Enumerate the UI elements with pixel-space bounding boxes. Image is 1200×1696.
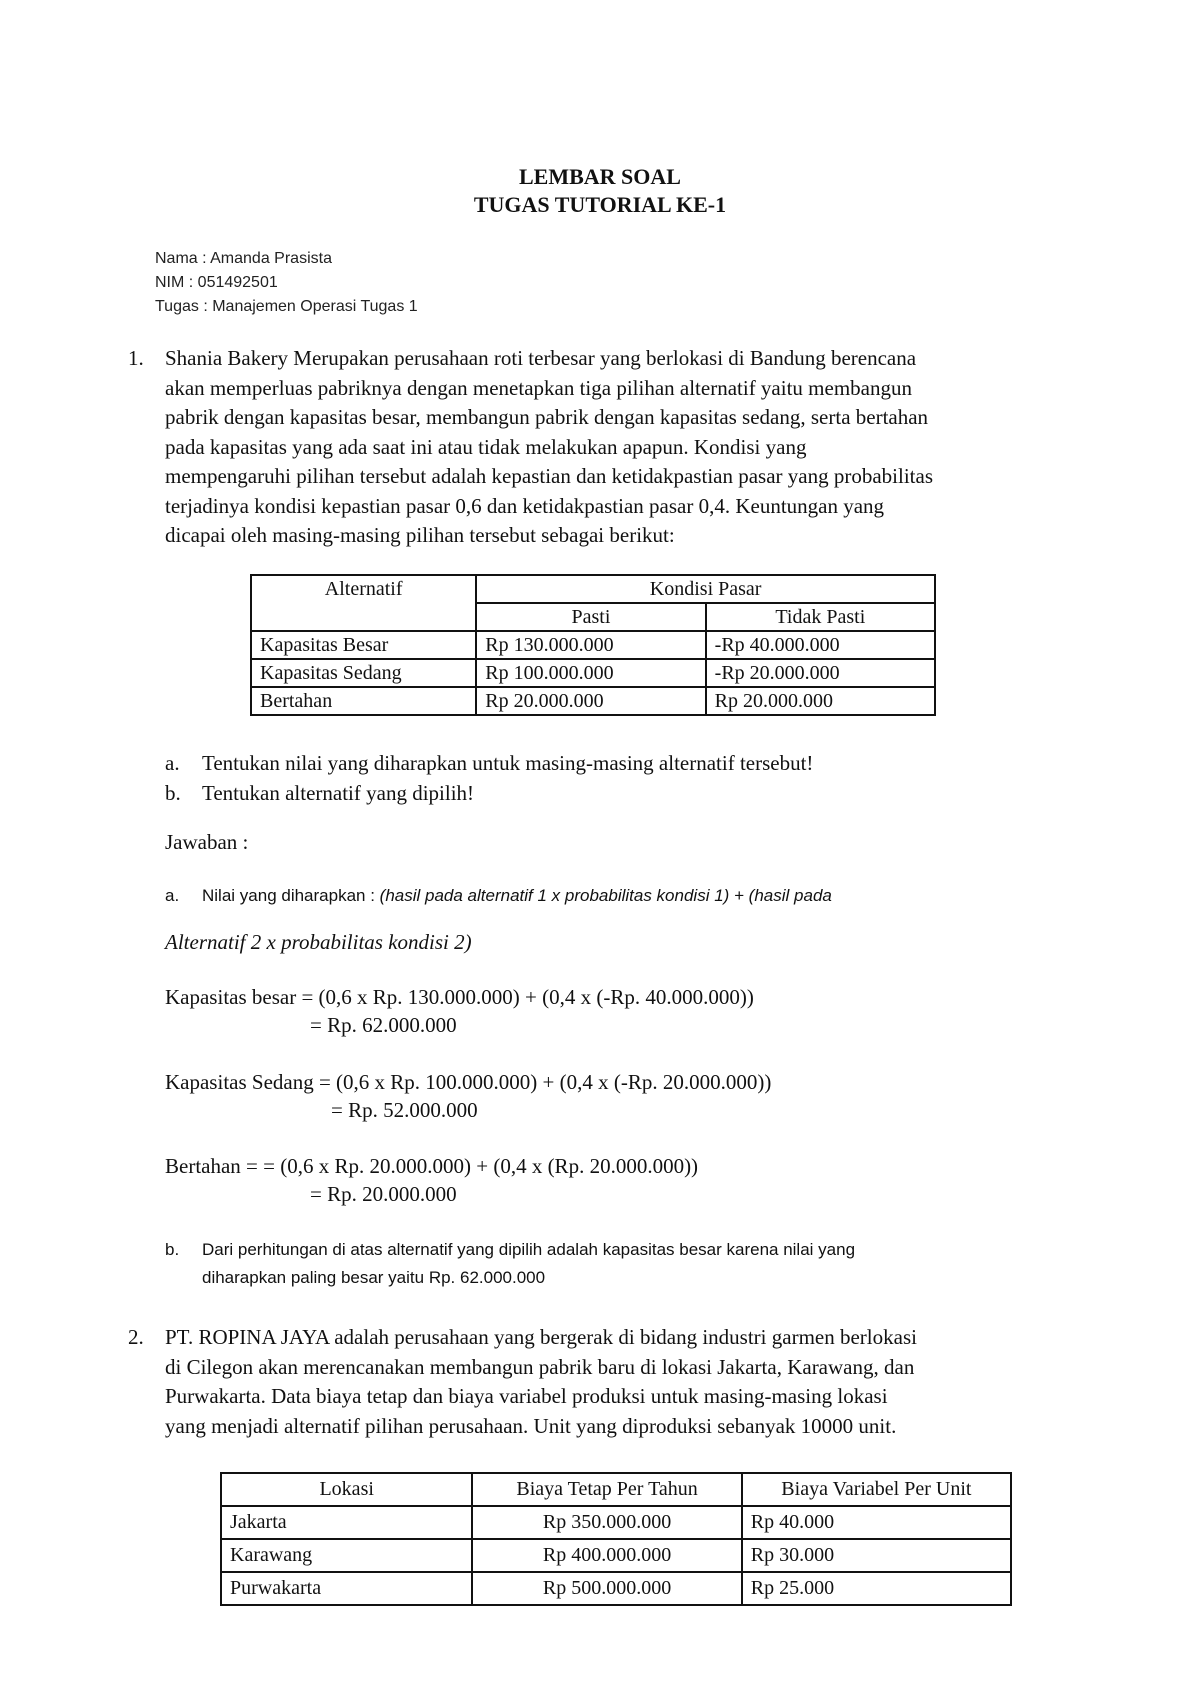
table-cell: Rp 350.000.000 (472, 1506, 741, 1539)
page-subtitle: TUGAS TUTORIAL KE-1 (473, 192, 727, 217)
header-kondisi-pasar: Kondisi Pasar (476, 575, 935, 603)
table-cell: Rp 100.000.000 (476, 659, 705, 687)
header-biaya-variabel: Biaya Variabel Per Unit (742, 1473, 1011, 1506)
table-cell: Rp 20.000.000 (476, 687, 705, 715)
q1-line: pabrik dengan kapasitas besar, membangun pabrik dengan kapasitas sedang, serta bertahan (165, 405, 929, 429)
answer-a-text: Nilai yang diharapkan : (202, 886, 380, 905)
question-1-text (165, 344, 1056, 551)
page-title: LEMBAR SOAL (519, 164, 681, 189)
calc-kapasitas-sedang: Kapasitas Sedang = (0,6 x Rp. 100.000.000) + (0,4 x (-Rp. 20.000.000)) (165, 1070, 772, 1094)
market-condition-table (250, 574, 936, 716)
student-nim: NIM : 051492501 (155, 274, 278, 291)
table-cell: Kapasitas Besar (251, 631, 476, 659)
question-a-text: Tentukan nilai yang diharapkan untuk masing-masing alternatif tersebut! (202, 751, 814, 775)
table-row (251, 687, 935, 715)
header-pasti: Pasti (476, 603, 705, 631)
table-row (221, 1506, 1011, 1539)
question-2-text (165, 1323, 1056, 1441)
table-cell: Rp 25.000 (742, 1572, 1011, 1605)
answer-a-line (202, 886, 832, 906)
table-header-row (221, 1473, 1011, 1506)
table-cell: Bertahan (251, 687, 476, 715)
question-b-text: Tentukan alternatif yang dipilih! (202, 781, 475, 805)
table-row (251, 631, 935, 659)
q1-line: akan memperluas pabriknya dengan menetapkan tiga pilihan alternatif yaitu membangun (165, 375, 912, 400)
header-lokasi: Lokasi (221, 1473, 472, 1506)
table-cell: -Rp 40.000.000 (706, 631, 935, 659)
table-row (221, 1572, 1011, 1605)
calc-kapasitas-besar: Kapasitas besar = (0,6 x Rp. 130.000.000) + (0,4 x (-Rp. 40.000.000)) (165, 985, 754, 1009)
q1-line: terjadinya kondisi kepastian pasar 0,6 dan ketidakpastian pasar 0,4. Keuntungan yang (165, 493, 885, 518)
table-row (221, 1539, 1011, 1572)
header-alternatif: Alternatif (251, 575, 476, 631)
q1-line: Shania Bakery Merupakan perusahaan roti terbesar yang berlokasi di Bandung berencana (165, 346, 917, 370)
answer-heading: Jawaban : (165, 830, 249, 854)
header-tidak-pasti: Tidak Pasti (706, 603, 935, 631)
question-1-number: 1. (128, 346, 144, 370)
table-cell: Purwakarta (221, 1572, 472, 1605)
calc-kapasitas-besar-result: = Rp. 62.000.000 (310, 1013, 457, 1037)
answer-a-formula: (hasil pada alternatif 1 x probabilitas kondisi 1) + (hasil pada (379, 886, 832, 905)
table-row (251, 659, 935, 687)
q1-line: dicapai oleh masing-masing pilihan tersebut sebagai berikut: (165, 523, 675, 547)
question-a-label: a. (165, 751, 180, 775)
table-cell: Rp 130.000.000 (476, 631, 705, 659)
q2-line: Purwakarta. Data biaya tetap dan biaya variabel produksi untuk masing-masing lokasi (165, 1384, 888, 1408)
table-cell: Rp 500.000.000 (472, 1572, 741, 1605)
table-header-row (251, 575, 935, 603)
answer-b-line1: Dari perhitungan di atas alternatif yang dipilih adalah kapasitas besar karena nilai yang (202, 1240, 856, 1259)
table-cell: Jakarta (221, 1506, 472, 1539)
table-cell: Rp 40.000 (742, 1506, 1011, 1539)
answer-a-formula-cont: Alternatif 2 x probabilitas kondisi 2) (165, 930, 472, 954)
q1-line: pada kapasitas yang ada saat ini atau tidak melakukan apapun. Kondisi yang (165, 434, 807, 459)
table-cell: Rp 20.000.000 (706, 687, 935, 715)
student-name: Nama : Amanda Prasista (155, 250, 332, 267)
q2-line: PT. ROPINA JAYA adalah perusahaan yang bergerak di bidang industri garmen berlokasi (165, 1325, 917, 1349)
answer-a-label: a. (165, 886, 180, 905)
answer-b-label: b. (165, 1240, 180, 1259)
student-task: Tugas : Manajemen Operasi Tugas 1 (155, 298, 418, 315)
q2-line: yang menjadi alternatif pilihan perusahaan. Unit yang diproduksi sebanyak 10000 unit. (165, 1413, 897, 1438)
table-cell: Kapasitas Sedang (251, 659, 476, 687)
table-cell: Karawang (221, 1539, 472, 1572)
header-biaya-tetap: Biaya Tetap Per Tahun (472, 1473, 741, 1506)
calc-kapasitas-sedang-result: = Rp. 52.000.000 (331, 1098, 478, 1122)
table-cell: -Rp 20.000.000 (706, 659, 935, 687)
table-cell: Rp 400.000.000 (472, 1539, 741, 1572)
q2-line: di Cilegon akan merencanakan membangun pabrik baru di lokasi Jakarta, Karawang, dan (165, 1354, 915, 1379)
calc-bertahan-result: = Rp. 20.000.000 (310, 1182, 457, 1206)
answer-b-line2: diharapkan paling besar yaitu Rp. 62.000.000 (202, 1268, 546, 1287)
location-cost-table (220, 1472, 1012, 1606)
question-b-label: b. (165, 781, 181, 805)
q1-line: mempengaruhi pilihan tersebut adalah kepastian dan ketidakpastian pasar yang probabilitas (165, 464, 933, 488)
table-cell: Rp 30.000 (742, 1539, 1011, 1572)
calc-bertahan: Bertahan = = (0,6 x Rp. 20.000.000) + (0,4 x (Rp. 20.000.000)) (165, 1154, 699, 1178)
question-2-number: 2. (128, 1325, 144, 1349)
